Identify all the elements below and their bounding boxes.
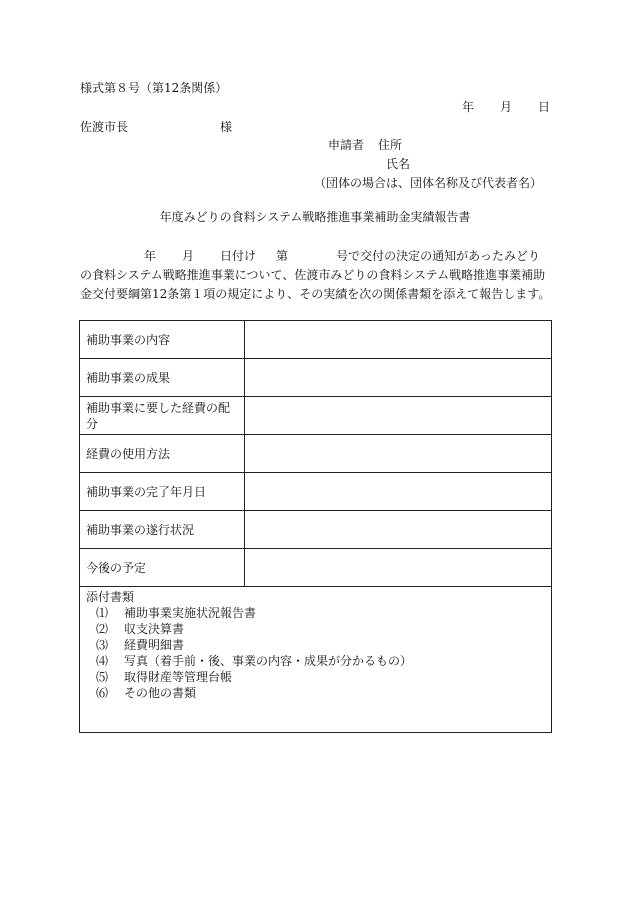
item-number: ⑵ xyxy=(96,622,109,636)
list-item xyxy=(96,637,545,653)
list-item xyxy=(96,685,545,701)
addressee-name: 佐渡市長 xyxy=(80,120,129,134)
table-row xyxy=(80,473,552,511)
attachments-list xyxy=(86,605,545,701)
row-label: 補助事業の内容 xyxy=(80,321,245,359)
attachments-row xyxy=(80,587,552,733)
list-item xyxy=(96,605,545,621)
applicant-name-label: 氏名 xyxy=(386,157,411,171)
row-label: 補助事業の完了年月日 xyxy=(80,473,245,511)
body-line-3: 金交付要綱第12条第１項の規定により、その実績を次の関係書類を添えて報告します。 xyxy=(80,287,551,301)
row-label: 補助事業の遂行状況 xyxy=(80,511,245,549)
item-number: ⑶ xyxy=(96,638,109,652)
body-year: 年 xyxy=(144,249,157,263)
table-row xyxy=(80,511,552,549)
list-item xyxy=(96,669,545,685)
body-date: 日付け xyxy=(220,249,257,263)
item-text: その他の書類 xyxy=(124,686,197,700)
row-value xyxy=(245,435,552,473)
addressee xyxy=(80,119,232,135)
table-row xyxy=(80,321,552,359)
applicant-address-line xyxy=(328,137,402,153)
date-year-label: 年 xyxy=(462,100,475,114)
applicant-role: 申請者 xyxy=(328,138,365,152)
item-text: 写真（着手前・後、事業の内容・成果が分かるもの） xyxy=(124,654,413,668)
form-number: 様式第８号（第12条関係） xyxy=(80,81,228,95)
list-item xyxy=(96,653,545,669)
table-row xyxy=(80,435,552,473)
row-value xyxy=(245,321,552,359)
row-value xyxy=(245,359,552,397)
date-line xyxy=(462,99,550,115)
applicant-address-label: 住所 xyxy=(378,138,403,152)
row-label: 補助事業に要した経費の配分 xyxy=(80,397,245,435)
body-line-1 xyxy=(80,247,550,266)
item-text: 補助事業実施状況報告書 xyxy=(124,606,257,620)
applicant-note: （団体の場合は、団体名称及び代表者名） xyxy=(314,176,543,190)
row-label: 補助事業の成果 xyxy=(80,359,245,397)
body-line-2: の食料システム戦略推進事業について、佐渡市みどりの食料システム戦略推進事業補助 xyxy=(80,268,546,282)
date-day-label: 日 xyxy=(537,100,550,114)
date-month-label: 月 xyxy=(499,100,512,114)
item-number: ⑹ xyxy=(96,686,109,700)
list-item xyxy=(96,621,545,637)
body-line-1-rest: 号で交付の決定の通知があったみどり xyxy=(336,249,540,263)
body-month: 月 xyxy=(182,249,195,263)
row-label: 経費の使用方法 xyxy=(80,435,245,473)
document-title: 年度みどりの食料システム戦略推進事業補助金実績報告書 xyxy=(159,210,471,224)
item-text: 取得財産等管理台帳 xyxy=(124,670,233,684)
body-text xyxy=(80,247,550,304)
row-value xyxy=(245,549,552,587)
item-text: 収支決算書 xyxy=(124,622,185,636)
item-text: 経費明細書 xyxy=(124,638,185,652)
body-number-prefix: 第 xyxy=(276,249,289,263)
addressee-honorific: 様 xyxy=(219,120,232,134)
item-number: ⑷ xyxy=(96,654,109,668)
row-value xyxy=(245,473,552,511)
report-table xyxy=(79,320,552,733)
table-row xyxy=(80,397,552,435)
table-row xyxy=(80,359,552,397)
row-value xyxy=(245,511,552,549)
attachments-cell xyxy=(80,587,552,733)
attachments-title: 添付書類 xyxy=(86,590,135,604)
row-label: 今後の予定 xyxy=(80,549,245,587)
row-value xyxy=(245,397,552,435)
table-row xyxy=(80,549,552,587)
item-number: ⑴ xyxy=(96,606,109,620)
item-number: ⑸ xyxy=(96,670,109,684)
